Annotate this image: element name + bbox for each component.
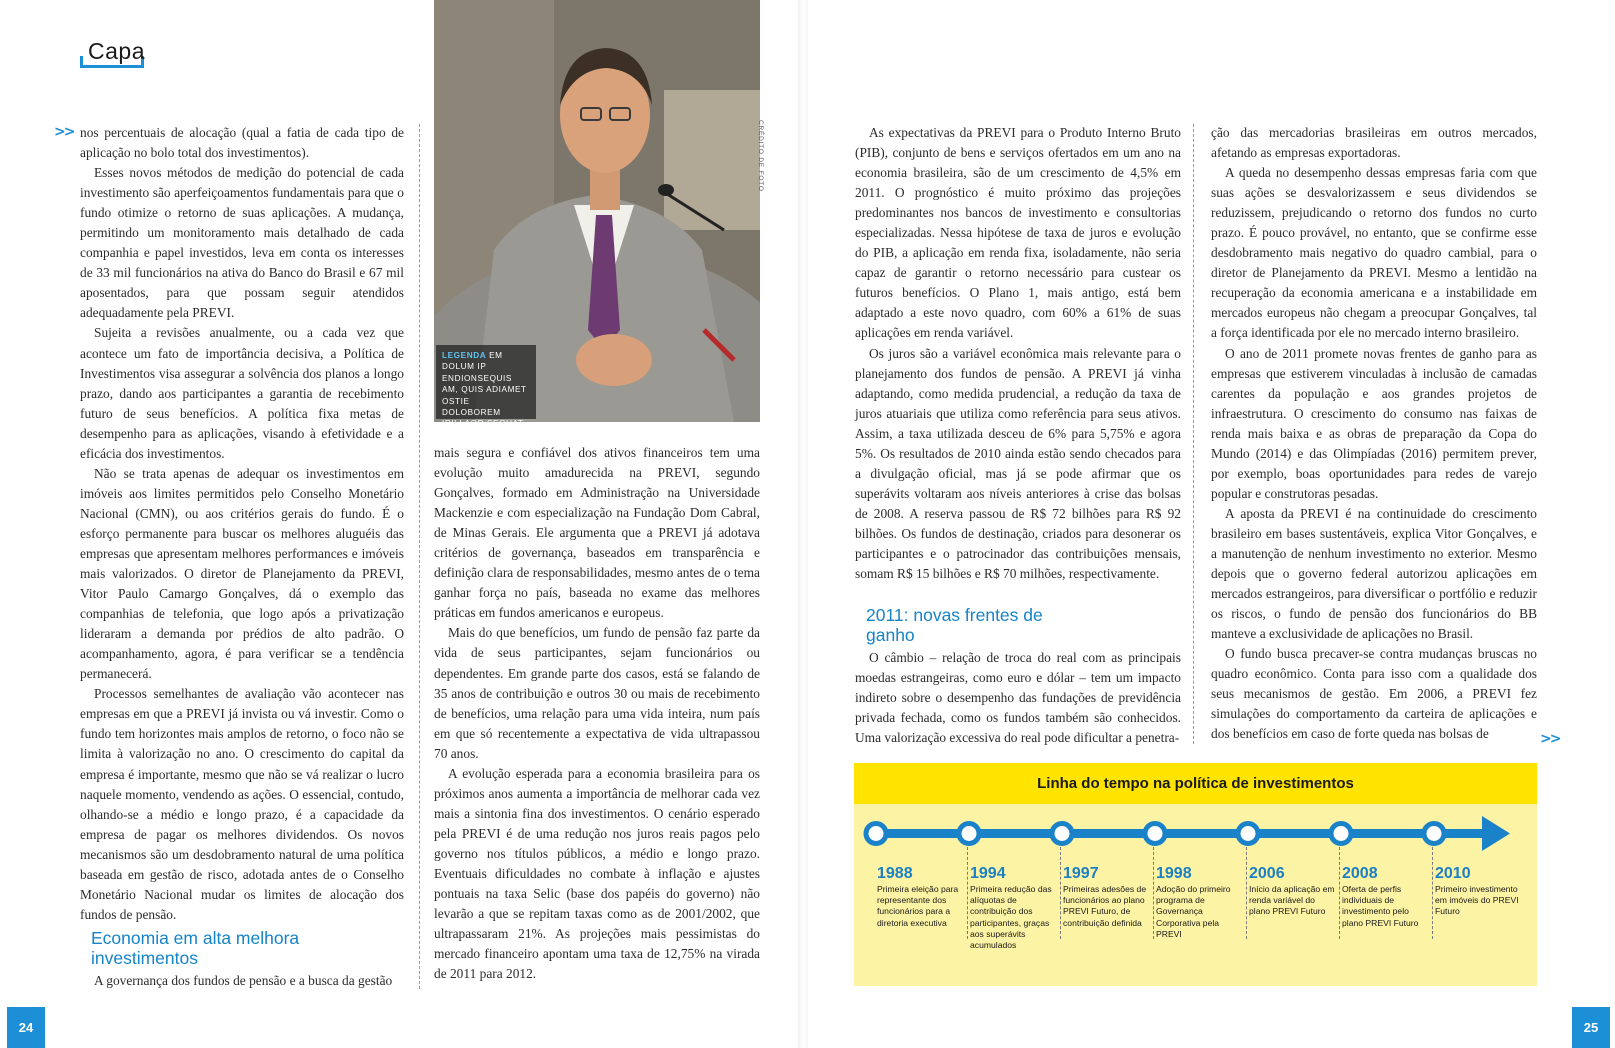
continuation-arrows-icon: >>: [54, 124, 74, 140]
timeline-year: 1994: [970, 865, 1006, 882]
timeline-track: [854, 804, 1537, 864]
article-column-2: [434, 443, 760, 984]
timeline-divider: [1153, 847, 1154, 939]
article-column-3-tail: [855, 648, 1181, 748]
timeline-event: [970, 865, 1058, 951]
paragraph: A aposta da PREVI é na continuidade do crescimento brasileiro em bases sustentáveis, explica Vitor Gonçalves, e a manutenção de nenhum investimento no exterior. Mesmo depois que o governo federal autorizou aplicações em mercados estrangeiros, para diversificar o portfólio e reduzir os riscos, o fundo de pensão dos funcionários do BB manteve a exclusividade de aplicações no Brasil.: [1211, 505, 1537, 642]
caption-text: EM DOLUM IP ENDIONSEQUIS AM, QUIS ADIAMET OSTIE DOLOBOREM IRILLAOR SEQUAT.: [442, 351, 527, 429]
subheading-2011: 2011: novas frentes de ganho: [866, 605, 1043, 645]
timeline-description: Adoção do primeiro programa de Governança Corporativa pela PREVI: [1156, 884, 1231, 939]
timeline-node: [1052, 824, 1072, 844]
paragraph: ção das mercadorias brasileiras em outros mercados, afetando as empresas exportadoras.: [1211, 125, 1537, 161]
paragraph: O câmbio – relação de troca do real com as principais moedas estrangeiras, como euro e dólar – tem um impacto indireto sobre o desempenho das fundações de previdência privada fechada, como os fundos também são conhecidos. Uma valorização excessiva do real pode dificultar a penetra-: [855, 650, 1181, 746]
paragraph: A evolução esperada para a economia brasileira para os próximos anos aumenta a importância de melhorar cada vez mais a sintonia fina dos investimentos. O cenário esperado pela PREVI é de uma redução nos juros reais pagos pelo governo nos títulos públicos, a médio e longo prazo. Eventuais dificuldades no combate à inflação e ajustes pontuais na taxa Selic (base dos papéis do governo) não levarão a que se repitam taxas como as de 2001/2002, que ultrapassaram 21%. As projeções mais pessimistas do mercado financeiro apontam uma taxa de 12,75% na virada de 2011 para 2012.: [434, 765, 760, 982]
timeline-description: Início da aplicação em renda variável do plano PREVI Futuro: [1249, 884, 1335, 917]
timeline-node: [1424, 824, 1444, 844]
article-column-4: [1211, 123, 1537, 744]
column-divider: [419, 124, 420, 989]
timeline-description: Primeira redução das alíquotas de contribuição dos participantes, graças aos superávits acumulados: [970, 884, 1052, 951]
column-divider: [1193, 124, 1194, 744]
timeline-event: [1435, 865, 1523, 918]
timeline-event: [1063, 865, 1151, 929]
continuation-arrows-icon: >>: [1540, 731, 1560, 747]
timeline-year: 2010: [1435, 865, 1471, 882]
timeline-divider: [1339, 847, 1340, 939]
timeline-year: 2008: [1342, 865, 1378, 882]
page-number-right: 25: [1572, 1007, 1610, 1048]
paragraph: O fundo busca precaver-se contra mudanças bruscas no quadro econômico. Conta para isso com a qualidade dos seus mecanismos de gestão. Em 2006, a PREVI fez simulações do comportamento da carteira de aplicações e dos benefícios em caso de forte queda nas bolsas de: [1211, 646, 1537, 742]
timeline-node: [866, 824, 886, 844]
paragraph: As expectativas da PREVI para o Produto Interno Bruto (PIB), conjunto de bens e serviços ofertados em um ano na economia brasileira, são de um crescimento de 4,5% em 2011. O prognóstico é muito próximo das projeções predominantes nos bancos de investimento e consultorias especializadas. Nessa hipótese de taxa de juros e evolução do PIB, a aplicação em renda fixa, isoladamente, não seria capaz de garantir o retorno necessário para custear os futuros benefícios. O Plano 1, mais antigo, está bem adaptado a este novo quadro, com 60% a 61% de suas aplicações em renda variável.: [855, 125, 1181, 341]
timeline-event: [877, 865, 965, 929]
timeline-node: [1238, 824, 1258, 844]
paragraph: Processos semelhantes de avaliação vão acontecer nas empresas em que a PREVI já invista ou vá investir. Como o fundo tem horizontes mais amplos de retorno, o foco não se limita à valorização no ano. O crescimento do capital da empresa é importante, mesmo que não se vá realizar o lucro naquele momento, vendendo as ações. O essencial, contudo, olhando-se a médio e longo prazo, é a capacidade da empresa de pagar os melhores dividendos. Os novos mecanismos são um desdobramento natural de uma política baseada em gestão de risco, adotada antes de o Conselho Monetário Nacional mudar os limites de alocação dos fundos de pensão.: [80, 686, 404, 922]
paragraph: Não se trata apenas de adequar os investimentos em imóveis aos limites permitidos pelo Conselho Monetário Nacional (CMN), ou aos critérios gerais do fundo. É o esforço permanente para buscar os melhores aluguéis das empresas que apresentam melhores performances e imóveis mais valorizados. O diretor de Planejamento da PREVI, Vitor Paulo Camargo Gonçalves, dá o exemplo das companhias de telefonia, que logo após a privatização lideraram a demanda por prédios de alto padrão. O acompanhamento, agora, é para verificar se a tendência permanecerá.: [80, 465, 404, 682]
paragraph: O ano de 2011 promete novas frentes de ganho para as empresas que estiverem vinculadas à inclusão de camadas carentes da população e aos grandes projetos de infraestrutura. O crescimento do consumo nas faixas de renda mais baixa e as obras de preparação da Copa do Mundo (2014) e das Olimpíadas (2016) permitem prever, por exemplo, boas oportunidades para redes de varejo popular e construtoras pesadas.: [1211, 345, 1537, 501]
timeline-node: [1145, 824, 1165, 844]
timeline-divider: [1060, 847, 1061, 939]
timeline-node: [959, 824, 979, 844]
timeline-node: [1331, 824, 1351, 844]
paragraph: A queda no desempenho dessas empresas faria com que suas ações se desvalorizassem e seus dividendos se reduzissem, prejudicando o retorno dos fundos no curto prazo. É pouco provável, no entanto, que se confirme esse desdobramento mais negativo do quadro cambial, para o diretor de Planejamento da PREVI. Mesmo a lentidão na recuperação da economia americana e a instabilidade em mercados europeus não chegam a preocupar Gonçalves, tal a força identificada por ele no mercado interno brasileiro.: [1211, 165, 1537, 341]
paragraph: A governança dos fundos de pensão e a busca da gestão: [94, 973, 393, 988]
paragraph: Os juros são a variável econômica mais relevante para o planejamento dos fundos de pensão. A PREVI já vinha adaptando, como medida prudencial, a redução da taxa de juros atuariais que utiliza como referência para seus ativos. Assim, a taxa utilizada desceu de 6% para 5,75% e agora 5%. Os resultados de 2010 ainda estão sendo checados para a divulgação oficial, mas já se pode afirmar que os superávits voltaram aos níveis anteriores à crise das bolsas de 2008. A reserva passou de R$ 72 bilhões para R$ 92 bilhões. Os fundos de destinação, criados para desonerar os participantes e o patrocinador das contribuições mensais, somam R$ 15 bilhões e R$ 70 milhões, respectivamente.: [855, 345, 1181, 582]
timeline-description: Primeira eleição para representante dos funcionários para a diretoria executiva: [877, 884, 959, 928]
timeline-divider: [1432, 847, 1433, 939]
page-number-left: 24: [7, 1007, 45, 1048]
paragraph: Esses novos métodos de medição do potencial de cada investimento são aperfeiçoamentos fundamentais para que o fundo otimize o retorno de suas aplicações. A mudança, permitindo um monitoramento mais detalhado de cada companhia e papel investidos, leva em conta os interesses de 33 mil funcionários na ativa do Banco do Brasil e 67 mil aposentados, para que possam seguir atendidos adequadamente pela PREVI.: [80, 165, 404, 321]
timeline-description: Primeiro investimento em imóveis do PREVI Futuro: [1435, 884, 1519, 917]
photo-caption: [436, 345, 536, 429]
timeline-event: [1342, 865, 1430, 929]
timeline-box: [854, 763, 1537, 986]
paragraph: Mais do que benefícios, um fundo de pensão faz parte da vida de seus participantes, sejam funcionários ou dependentes. Em grande parte dos casos, está se falando de 35 anos de contribuição e outros 30 ou mais de recebimento de benefícios, uma relação para uma vida inteira, num país em que só recentemente a expectativa de vida ultrapassou 70 anos.: [434, 625, 760, 761]
section-label: Capa: [88, 38, 145, 64]
paragraph: mais segura e confiável dos ativos financeiros tem uma evolução muito amadurecida na PREVI, segundo Gonçalves, formado em Administração na Universidade Mackenzie e com especialização na Fundação Dom Cabral, de Minas Gerais. Ele argumenta que a PREVI já adotava critérios de governança, baseados em transparência e definição clara de responsabilidades, mesmo antes de o tema ganhar força no país, baseada no exame das melhores práticas em fundos americanos e europeus.: [434, 445, 760, 621]
article-column-1: [80, 123, 404, 925]
article-column-1-tail: [80, 971, 404, 991]
article-column-3: [855, 123, 1181, 584]
left-page: [0, 0, 800, 1048]
timeline-event: [1249, 865, 1337, 918]
photo-credit: CRÉDITO DE FOTO: [757, 120, 764, 192]
timeline-year: 2006: [1249, 865, 1285, 882]
timeline-year: 1997: [1063, 865, 1099, 882]
timeline-year: 1988: [877, 865, 913, 882]
timeline-description: Primeiras adesões de funcionários ao plano PREVI Futuro, de contribuição definida: [1063, 884, 1147, 928]
timeline-year: 1998: [1156, 865, 1192, 882]
timeline-divider: [967, 847, 968, 939]
timeline-description: Oferta de perfis individuais de investimento pelo plano PREVI Futuro: [1342, 884, 1419, 928]
timeline-arrow-icon: [1482, 816, 1510, 851]
section-tag: [80, 38, 144, 68]
caption-label: LEGENDA: [442, 351, 487, 360]
timeline-divider: [1246, 847, 1247, 939]
paragraph: Sujeita a revisões anualmente, ou a cada vez que acontece um fato de importância decisiva, a Política de Investimentos visa assegurar a solvência dos planos a longo prazo, dando aos participantes a garantia de recebimento futuro de seus benefícios. A política fixa metas de desempenho para as aplicações, visando à efetividade e a eficácia dos investimentos.: [80, 325, 404, 461]
subheading-economia: Economia em alta melhora investimentos: [91, 928, 300, 968]
timeline-event: [1156, 865, 1244, 940]
timeline-title: Linha do tempo na política de investimentos: [854, 763, 1537, 804]
paragraph: nos percentuais de alocação (qual a fatia de cada tipo de aplicação no bolo total dos investimentos).: [80, 125, 404, 161]
